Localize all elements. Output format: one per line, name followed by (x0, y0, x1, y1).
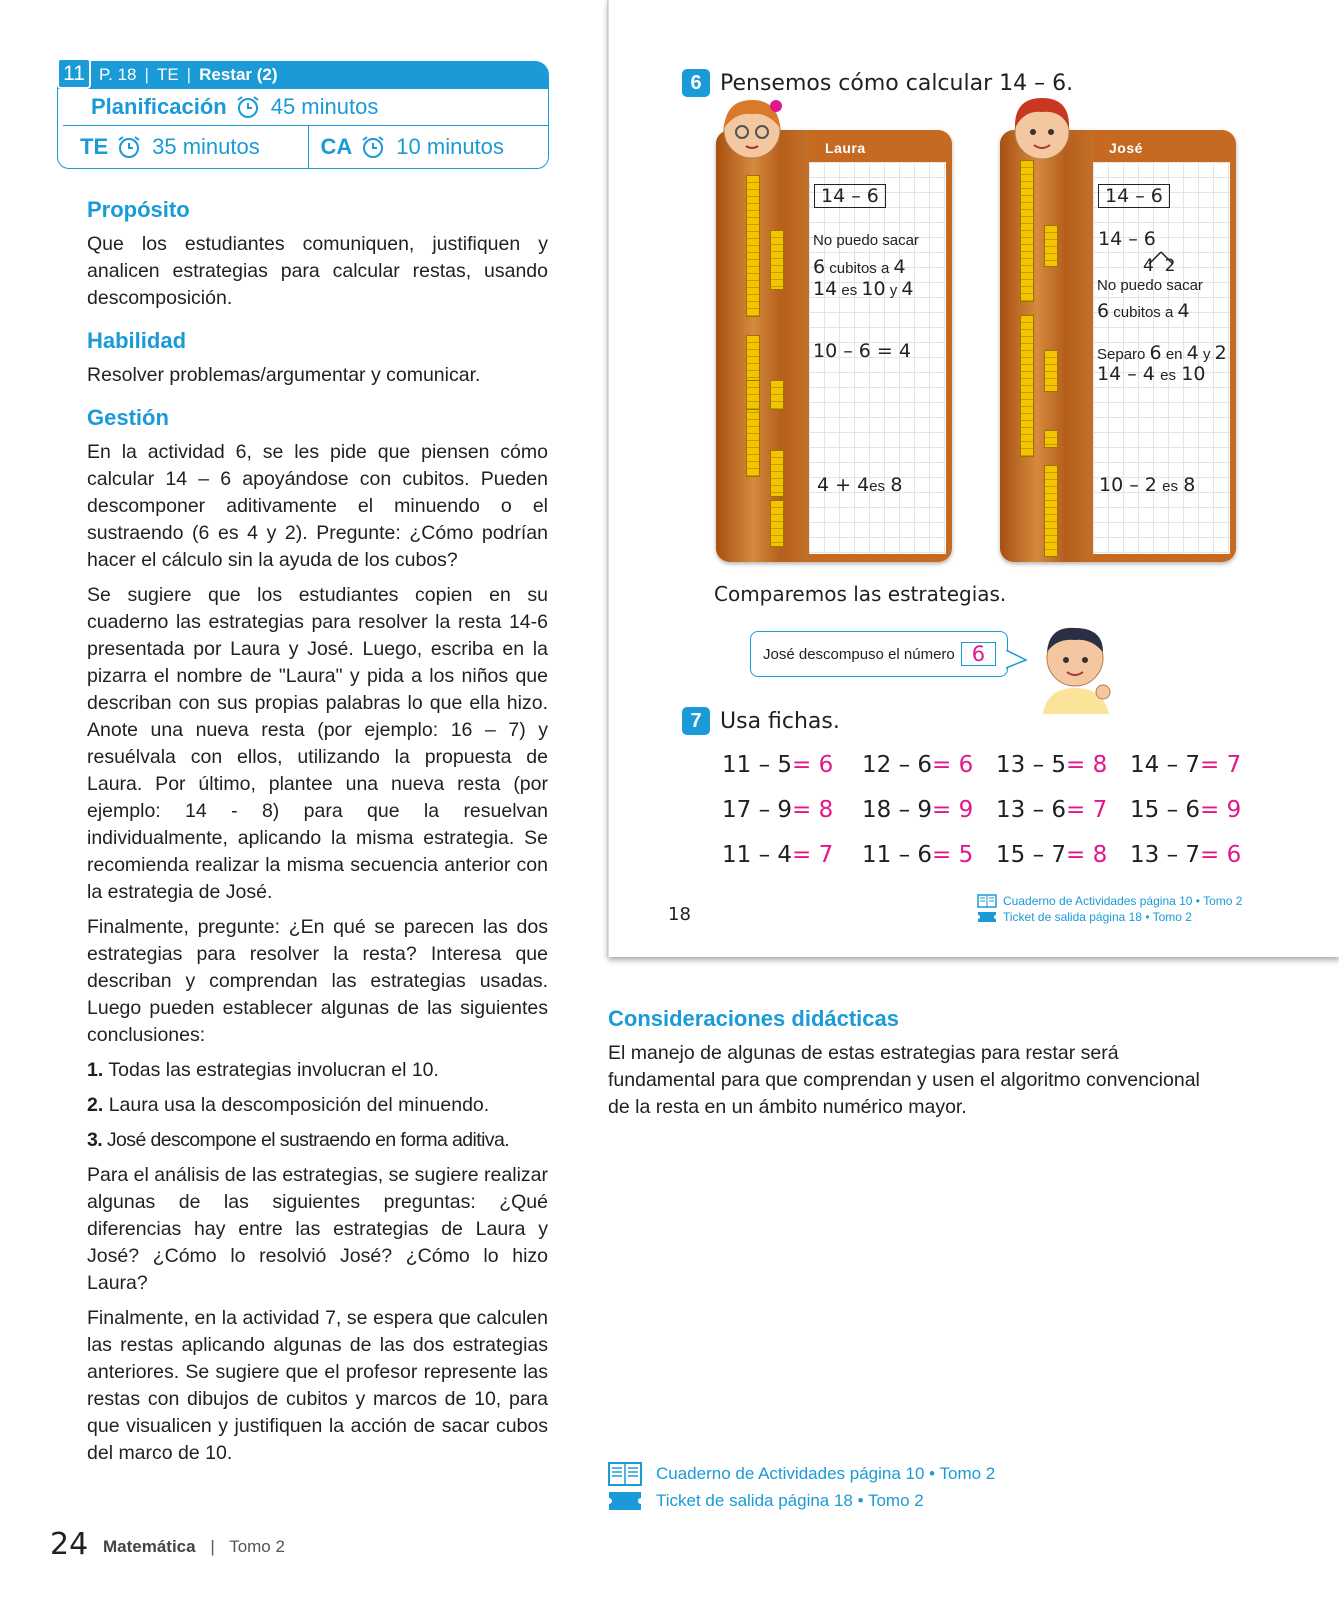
teacher-guide-column (87, 197, 548, 1475)
exercise-question: 11 – 4 (722, 842, 793, 868)
notebook-icon (608, 1462, 642, 1486)
consideraciones-section (608, 1005, 1212, 1121)
footer-volume: Tomo 2 (229, 1537, 285, 1556)
exercise-answer: = 7 (792, 842, 834, 868)
exercise-item (862, 752, 973, 778)
cube-stack (746, 380, 760, 410)
ten-stick (1020, 315, 1034, 457)
lesson-planning-box (57, 89, 549, 169)
te-time: 35 minutos (152, 134, 260, 159)
cube-stack (770, 500, 784, 547)
exercise-answer: = 6 (792, 752, 834, 778)
exercise-question: 11 – 5 (722, 752, 793, 778)
ticket-icon (608, 1491, 642, 1511)
speech-number: 6 (961, 642, 996, 666)
exercise-answer: = 8 (1066, 842, 1108, 868)
planning-label: Planificación (91, 94, 227, 119)
card-name: Laura (825, 140, 866, 156)
grid-paper: 14 – 6 No puedo sacar 6 cubitos a 4 14 es 10 y 4 10 – 6 = 4 4 + 4es 8 (809, 162, 946, 554)
exercise-answer: = 7 (1066, 797, 1108, 823)
exercise-item (996, 797, 1107, 823)
footer-text (103, 1537, 285, 1557)
exercise-item (1130, 752, 1241, 778)
cube-stack (1044, 430, 1058, 448)
ticket-icon (977, 911, 997, 923)
jose-avatar (1006, 92, 1078, 162)
ten-stick (1044, 465, 1058, 557)
planning-row (63, 89, 548, 126)
exercise-answer: = 6 (932, 752, 974, 778)
lesson-header-bar: 11 P. 18 | TE | Restar (2) (57, 61, 549, 89)
exercise-question: 14 – 7 (1130, 752, 1201, 778)
notebook-icon (977, 894, 997, 908)
time-row (58, 126, 548, 168)
alarm-clock-icon (116, 134, 142, 160)
gestion-paragraph: En la actividad 6, se les pide que piensen cómo calcular 14 – 6 apoyándose con cubitos. Pueden descomponer aditivamente el minuendo o el sustraendo (6 es 4 y 2). Pregunte: ¿Cómo podrían hacer el cálculo sin la ayuda de los cubos? (87, 441, 548, 571)
exercise-item (862, 797, 973, 823)
exercise-question: 13 – 7 (1130, 842, 1201, 868)
activity-7-title (682, 707, 840, 735)
gestion-paragraph: Se sugiere que los estudiantes copien en su cuaderno las estrategias para resolver la resta 14-6 presentada por Laura y José. Luego, escriba en la pizarra el nombre de "Laura" y pida a los niños que describan con sus propias palabras lo que ella hizo. Anote una nueva resta (por ejemplo: 16 – 7) y resuélvala con ellos, utilizando la propuesta de Laura. Por último, plantee una nueva resta (por ejemplo: 14 - 8) para que la resuelvan individualmente, aplicando la misma estrategia. Se recomienda realizar la misma secuencia anterior con la estrategia de José. (87, 584, 548, 903)
resource-refs: Cuaderno de Actividades página 10 • Tomo 2 Ticket de salida página 18 • Tomo 2 (608, 1460, 995, 1514)
jose-strategy-card (1000, 130, 1236, 562)
footer-page-number: 24 (50, 1527, 89, 1562)
consideraciones-text: El manejo de algunas de estas estrategias para restar será fundamental para que comprendan y usen el algoritmo convencional de la resta en un ámbito numérico mayor. (608, 1042, 1200, 1118)
page-ref: P. 18 (99, 65, 137, 84)
proposito-heading: Propósito (87, 197, 190, 222)
activity-number: 7 (682, 707, 710, 735)
footer-subject: Matemática (103, 1537, 196, 1556)
exercise-answer: = 9 (932, 797, 974, 823)
consideraciones-heading: Consideraciones didácticas (608, 1006, 899, 1031)
exercise-question: 13 – 5 (996, 752, 1067, 778)
grid-paper: 14 – 6 14 – 6 4 2 No puedo sacar 6 cubitos a 4 Separo 6 en 4 y 2 14 – 4 es 10 10 – 2 es 8 (1093, 162, 1230, 554)
cube-stack (770, 450, 784, 497)
gestion-paragraph: Para el análisis de las estrategias, se sugiere realizar algunas de las siguientes preguntas: ¿Qué diferencias hay entre las estrategias de Laura y José? ¿Cómo lo resolvió José? ¿Cómo lo hizo Laura? (87, 1164, 548, 1294)
ten-stick (1020, 160, 1034, 302)
exercise-answer: = 7 (1200, 752, 1242, 778)
textbook-page-number: 18 (668, 904, 691, 925)
card-name: José (1109, 140, 1143, 156)
exercise-question: 17 – 9 (722, 797, 793, 823)
exercise-item (1130, 797, 1241, 823)
speech-tail (1006, 650, 1028, 670)
exercise-item (1130, 842, 1241, 868)
exercise-answer: = 8 (792, 797, 834, 823)
exercise-question: 11 – 6 (862, 842, 933, 868)
exercise-question: 13 – 6 (996, 797, 1067, 823)
speech-bubble (750, 631, 1008, 677)
lesson-title: Restar (2) (199, 65, 278, 84)
alarm-clock-icon (360, 134, 386, 160)
compare-text: Comparemos las estrategias. (714, 582, 1007, 606)
cube-stack (1044, 225, 1058, 267)
cube-stack (770, 380, 784, 410)
speech-text: José descompuso el número (763, 645, 955, 663)
habilidad-text: Resolver problemas/argumentar y comunicar. (87, 364, 481, 386)
alarm-clock-icon (235, 94, 261, 120)
exercise-item (996, 842, 1107, 868)
habilidad-heading: Habilidad (87, 328, 187, 353)
te-label: TE (80, 134, 109, 159)
activity-number: 6 (682, 69, 710, 97)
list-item: 1. Todas las estrategias involucran el 10. (87, 1059, 439, 1081)
exercise-item (722, 752, 833, 778)
conclusions-list (87, 1057, 548, 1154)
list-item: 3. José descompone el sustraendo en forma aditiva. (87, 1129, 510, 1151)
te-ref: TE (156, 65, 179, 84)
exercise-item (996, 752, 1107, 778)
lesson-header (57, 61, 549, 169)
exercise-item (862, 842, 973, 868)
exercise-question: 12 – 6 (862, 752, 933, 778)
planning-time: 45 minutos (270, 94, 379, 119)
gestion-paragraph: Finalmente, pregunte: ¿En qué se parecen las dos estrategias para resolver la resta? Interesa que describan y comprendan las estrategias usadas. Luego pueden establecer algunas de las siguientes conclusiones: (87, 916, 548, 1046)
lesson-number: 11 (57, 58, 91, 89)
ca-cell (308, 126, 549, 168)
exercise-question: 15 – 7 (996, 842, 1067, 868)
exercise-question: 15 – 6 (1130, 797, 1201, 823)
boy-avatar (1035, 622, 1121, 714)
textbook-refs: Cuaderno de Actividades página 10 • Tomo 2 Ticket de salida página 18 • Tomo 2 (977, 893, 1242, 925)
cube-stack (770, 230, 784, 290)
laura-strategy-card (716, 130, 952, 562)
gestion-heading: Gestión (87, 405, 169, 430)
gestion-paragraph: Finalmente, en la actividad 7, se espera que calculen las restas aplicando algunas de las dos estrategias anteriores. Se sugiere que el profesor represente las restas con dibujos de cubitos y marcos de 10, para que visualicen y justifiquen la acción de sacar cubos del marco de 10. (87, 1307, 548, 1464)
exercise-answer: = 5 (932, 842, 974, 868)
exercise-item (722, 797, 833, 823)
cube-stack (1044, 350, 1058, 392)
footer-separator: | (210, 1537, 215, 1556)
activity-text: Pensemos cómo calcular 14 – 6. (720, 70, 1074, 96)
ca-label: CA (320, 134, 353, 159)
exercise-item (722, 842, 833, 868)
exercise-answer: = 9 (1200, 797, 1242, 823)
ten-stick (746, 175, 760, 317)
exercise-answer: = 8 (1066, 752, 1108, 778)
ca-time: 10 minutos (396, 134, 504, 159)
exercise-question: 18 – 9 (862, 797, 933, 823)
exercise-answer: = 6 (1200, 842, 1242, 868)
proposito-text: Que los estudiantes comuniquen, justifiquen y analicen estrategias para calcular restas, usando descomposición. (87, 233, 548, 309)
laura-avatar (716, 92, 788, 162)
te-cell (58, 126, 308, 168)
activity-text: Usa fichas. (720, 708, 840, 734)
list-item: 2. Laura usa la descomposición del minuendo. (87, 1094, 490, 1116)
